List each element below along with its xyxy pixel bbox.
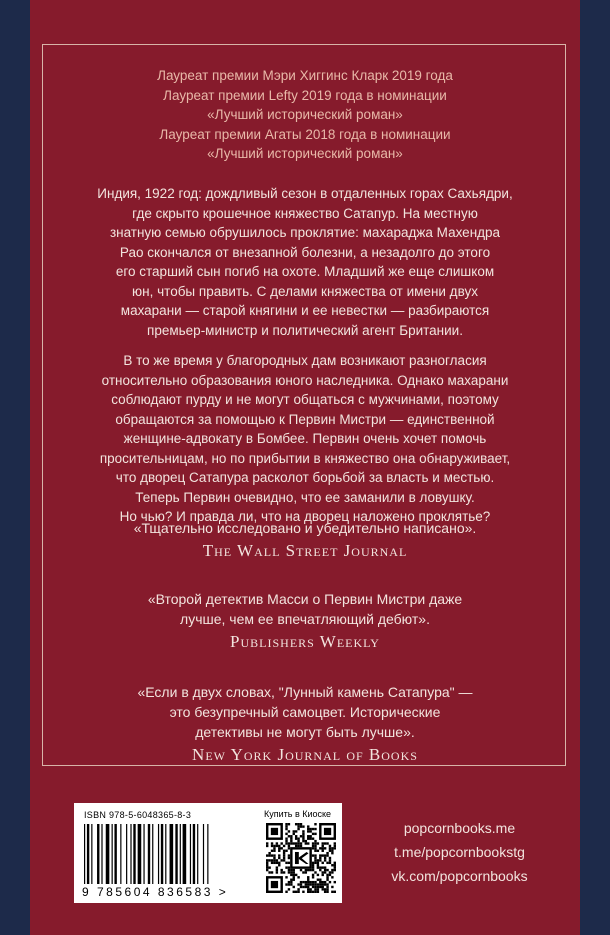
synopsis-line: знатную семью обрушилось проклятие: махараджа Махендра — [109, 225, 501, 240]
synopsis-line: юн, чтобы править. С делами княжества от имени двух — [132, 283, 478, 299]
barcode-image — [84, 824, 254, 884]
quote-line: лучше, чем ее впечатляющий дебют». — [180, 611, 430, 627]
quote-source: The Wall Street Journal — [202, 541, 408, 560]
award-line: Лауреат премии Lefty 2019 года в номинации — [163, 87, 447, 103]
synopsis-line: Но чью? И правда ли, что на дворец наложено проклятье? — [119, 509, 491, 524]
qr-code-image — [266, 823, 336, 893]
synopsis-line: женщине-адвокату в Бомбее. Первин очень хочет помочь — [123, 431, 487, 446]
website-link[interactable]: popcornbooks.me — [403, 820, 516, 836]
telegram-link[interactable]: t.me/popcornbookstg — [394, 844, 525, 860]
synopsis-line: просительницам, но по прибытии в княжество она обнаруживает, — [99, 450, 511, 466]
synopsis-line: Индия, 1922 год: дождливый сезон в отдаленных горах Сахьядри, — [97, 186, 513, 201]
barcode-digits: 9 785604 836583 > — [82, 885, 229, 899]
synopsis-line: обращаются за помощью к Первин Мистри — единственной — [115, 411, 495, 427]
award-line: «Лучший исторический роман» — [207, 146, 403, 161]
quote-source: New York Journal of Books — [192, 745, 418, 764]
synopsis-paragraph-2 — [70, 351, 540, 527]
synopsis-line: Теперь Первин очевидно, что ее заманили в ловушку. — [135, 489, 475, 505]
awards-block — [60, 66, 550, 164]
quote-line: это безупречный самоцвет. Исторические — [169, 704, 441, 720]
synopsis-line: Рао скончался от внезапной болезни, а незадолго до этого — [119, 244, 491, 260]
review-quote-2 — [70, 589, 540, 652]
synopsis-paragraph-1 — [70, 184, 540, 340]
quote-line: «Тщательно исследовано и убедительно написано». — [133, 520, 477, 536]
isbn-label: ISBN 978-5-6048365-8-3 — [84, 810, 192, 820]
quote-source: Publishers Weekly — [230, 632, 380, 651]
review-quote-1 — [70, 518, 540, 561]
kiosk-label: Купить в Киоске — [264, 809, 332, 819]
synopsis-line: соблюдают пурду и не могут общаться с мужчинами, поэтому — [111, 392, 499, 407]
vk-link[interactable]: vk.com/popcornbooks — [391, 868, 528, 884]
award-line: Лауреат премии Мэри Хиггинс Кларк 2019 года — [157, 68, 453, 83]
synopsis-line: В то же время у благородных дам возникают разногласия — [123, 353, 487, 368]
quote-line: «Второй детектив Масси о Первин Мистри даже — [147, 591, 463, 607]
award-line: Лауреат премии Агаты 2018 года в номинации — [159, 126, 451, 142]
synopsis-line: премьер-министр и политический агент Британии. — [147, 322, 463, 338]
quote-line: детективы не могут быть лучше». — [195, 724, 415, 740]
synopsis-line: что дворец Сатапура расколот борьбой за власть и местью. — [115, 470, 495, 485]
review-quote-3 — [70, 682, 540, 765]
synopsis — [70, 184, 540, 527]
synopsis-line: его старший сын погиб на охоте. Младший же еще слишком — [115, 264, 495, 279]
synopsis-line: махарани — старой княгини и ее невестки — разбираются — [120, 303, 490, 318]
back-cover — [30, 0, 580, 935]
synopsis-line: где скрыто крошечное княжество Сатапур. На местную — [132, 205, 478, 221]
barcode-panel — [74, 803, 342, 903]
quote-line: «Если в двух словах, "Лунный камень Сатапура" — — [137, 684, 473, 700]
award-line: «Лучший исторический роман» — [207, 107, 403, 122]
synopsis-line: относительно образования юного наследника. Однако махарани — [101, 372, 509, 388]
publisher-links — [352, 816, 567, 888]
